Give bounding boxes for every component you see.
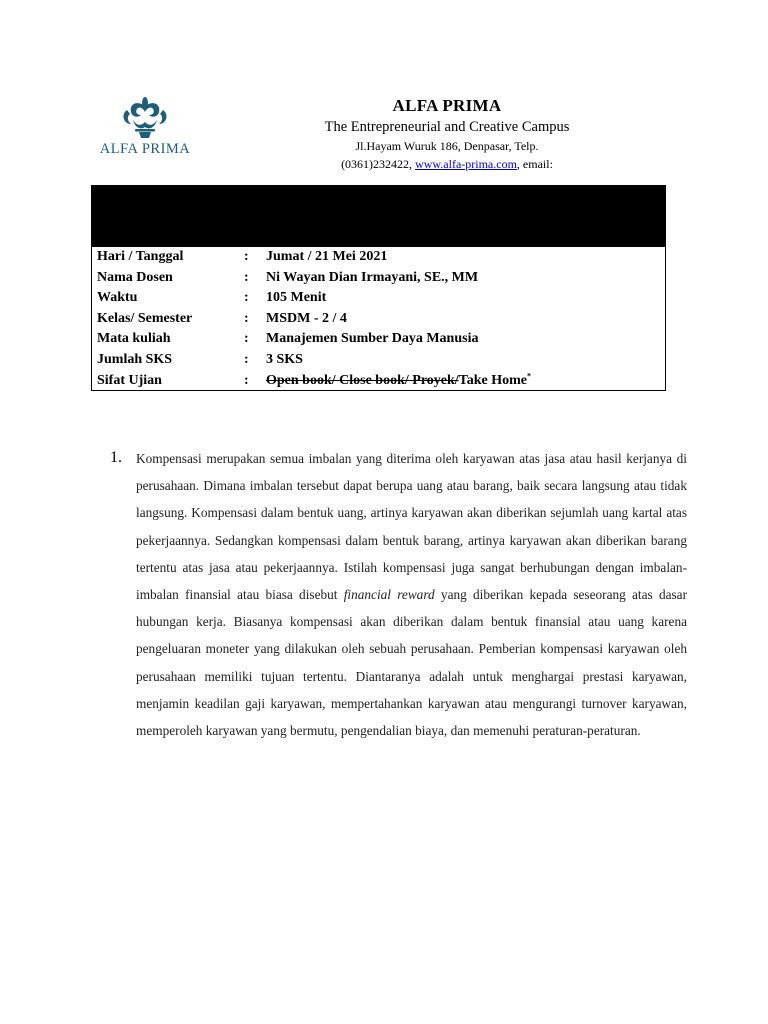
logo-wordmark: ALFA PRIMA — [99, 141, 191, 157]
info-colon: : — [244, 372, 249, 388]
question-text-part-1: Kompensasi merupakan semua imbalan yang diterima oleh karyawan atas jasa atau hasil kerjanya di perusahaan. Dimana imbalan tersebut dapat berupa uang atau barang, baik secara langsung atau tidak langsung. Kompensasi dalam bentuk uang, artinya karyawan akan diberikan sejumlah uang kartal atas pekerjaannya. Sedangkan kompensasi dalam bentuk barang, artinya karyawan akan diberikan barang tertentu atas jasa atau pekerjaannya. Istilah kompensasi juga sangat berhubungan dengan imbalan-imbalan finansial atau biasa disebut — [136, 451, 687, 603]
alfa-prima-emblem-icon — [119, 96, 171, 140]
info-row — [92, 329, 665, 350]
alfa-prima-logo — [97, 96, 193, 162]
letterhead — [220, 96, 674, 173]
website-link[interactable]: www.alfa-prima.com — [415, 157, 517, 171]
question-number: 1. — [110, 449, 122, 466]
info-value: Jumat / 21 Mei 2021 — [266, 249, 388, 264]
org-address: Jl.Hayam Wuruk 186, Denpasar, Telp. — [355, 139, 539, 153]
info-colon: : — [244, 249, 249, 264]
info-label: Waktu — [97, 290, 138, 306]
email-label: , email: — [516, 157, 553, 171]
org-contact-line — [220, 156, 674, 173]
info-label: Mata kuliah — [97, 331, 171, 347]
info-value: 3 SKS — [266, 351, 303, 367]
info-label: Hari / Tanggal — [97, 249, 184, 264]
info-row — [92, 288, 665, 309]
info-label: Jumlah SKS — [97, 351, 173, 367]
info-value: Manajemen Sumber Daya Manusia — [266, 331, 479, 347]
info-row — [92, 350, 665, 371]
info-colon: : — [244, 331, 249, 347]
info-value: 105 Menit — [266, 290, 327, 306]
info-value: Ni Wayan Dian Irmayani, SE., MM — [266, 269, 479, 285]
info-colon: : — [244, 269, 249, 285]
info-label: Kelas/ Semester — [97, 310, 193, 326]
info-colon: : — [244, 351, 249, 367]
info-label: Sifat Ujian — [97, 372, 162, 388]
info-value — [266, 371, 531, 392]
info-row — [92, 247, 665, 268]
info-row — [92, 309, 665, 330]
question-italic-term: financial reward — [343, 587, 435, 603]
org-name: ALFA PRIMA — [392, 96, 502, 115]
info-row-sifat-ujian — [92, 371, 665, 392]
info-value: MSDM - 2 / 4 — [266, 310, 347, 326]
footnote-marker: * — [527, 370, 531, 380]
selected-option: Take Home — [458, 372, 527, 388]
org-phone: (0361)232422, — [341, 157, 413, 171]
struck-options: Open book/ Close book/ Proyek/ — [266, 372, 459, 388]
info-colon: : — [244, 290, 249, 306]
exam-info-rows — [92, 247, 665, 371]
org-tagline: The Entrepreneurial and Creative Campus — [324, 119, 570, 135]
redacted-band — [92, 186, 665, 247]
info-row — [92, 268, 665, 289]
question-text-part-2: yang diberikan kepada seseorang atas dasar hubungan kerja. Biasanya kompensasi akan diberikan dalam bentuk finansial atau uang karena pengeluaran moneter yang dilakukan oleh sebuah perusahaan. Pemberian kompensasi karyawan oleh perusahaan memiliki tujuan tertentu. Diantaranya adalah untuk menghargai prestasi karyawan, menjamin keadilan gaji karyawan, mempertahankan karyawan atau mengurangi turnover karyawan, memperoleh karyawan yang bermutu, pengendalian biaya, dan memenuhi peraturan-peraturan. — [136, 587, 687, 739]
info-label: Nama Dosen — [97, 269, 173, 285]
exam-info-box — [91, 185, 666, 391]
info-colon: : — [244, 310, 249, 326]
question-text — [136, 445, 687, 744]
